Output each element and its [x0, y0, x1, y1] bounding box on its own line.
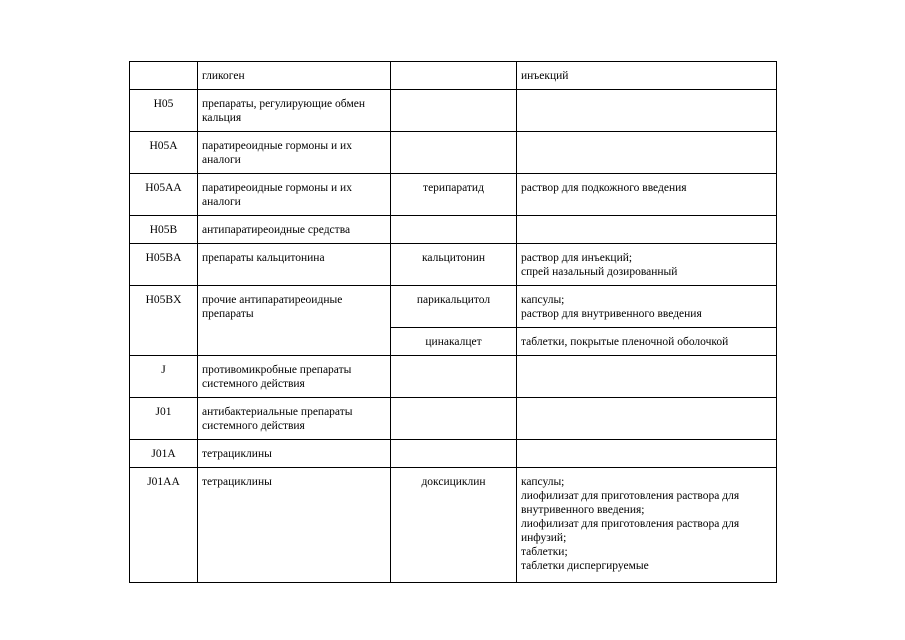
group-name-cell: антипаратиреоидные средства: [198, 216, 391, 244]
atc-code-cell: J01: [130, 398, 198, 440]
dosage-form-cell: [517, 90, 777, 132]
drug-name-cell: доксициклин: [391, 468, 517, 583]
dosage-form-cell: [517, 440, 777, 468]
dosage-form-cell: [517, 398, 777, 440]
dosage-form-cell: капсулы; лиофилизат для приготовления раствора для внутривенного введения; лиофилизат для приготовления раствора для инфузий; таблетки; таблетки диспергируемые: [517, 468, 777, 583]
atc-code-cell: J: [130, 356, 198, 398]
dosage-form-cell: [517, 216, 777, 244]
table-row: [130, 398, 777, 440]
atc-code-cell: H05AA: [130, 174, 198, 216]
drug-name-cell: цинакалцет: [391, 328, 517, 356]
atc-code-cell: H05BA: [130, 244, 198, 286]
drug-classification-table: [129, 61, 777, 583]
dosage-form-cell: раствор для подкожного введения: [517, 174, 777, 216]
drug-name-cell: кальцитонин: [391, 244, 517, 286]
atc-code-cell: H05: [130, 90, 198, 132]
dosage-form-cell: [517, 356, 777, 398]
dosage-form-cell: таблетки, покрытые пленочной оболочкой: [517, 328, 777, 356]
table-row: [130, 468, 777, 583]
dosage-form-cell: раствор для инъекций; спрей назальный дозированный: [517, 244, 777, 286]
dosage-form-cell: капсулы; раствор для внутривенного введения: [517, 286, 777, 328]
drug-name-cell: [391, 90, 517, 132]
table-row: [130, 286, 777, 328]
table-row: [130, 216, 777, 244]
group-name-cell: тетрациклины: [198, 440, 391, 468]
atc-code-cell: H05A: [130, 132, 198, 174]
drug-name-cell: парикальцитол: [391, 286, 517, 328]
table-row: [130, 132, 777, 174]
drug-name-cell: [391, 62, 517, 90]
drug-name-cell: [391, 440, 517, 468]
atc-code-cell: H05B: [130, 216, 198, 244]
atc-code-cell: J01A: [130, 440, 198, 468]
table-row: [130, 174, 777, 216]
dosage-form-cell: инъекций: [517, 62, 777, 90]
group-name-cell: прочие антипаратиреоидные препараты: [198, 286, 391, 356]
group-name-cell: препараты, регулирующие обмен кальция: [198, 90, 391, 132]
group-name-cell: тетрациклины: [198, 468, 391, 583]
atc-code-cell: [130, 62, 198, 90]
drug-name-cell: терипаратид: [391, 174, 517, 216]
atc-code-cell: J01AA: [130, 468, 198, 583]
drug-name-cell: [391, 216, 517, 244]
drug-name-cell: [391, 398, 517, 440]
group-name-cell: препараты кальцитонина: [198, 244, 391, 286]
atc-code-cell: H05BX: [130, 286, 198, 356]
group-name-cell: гликоген: [198, 62, 391, 90]
table-row: [130, 90, 777, 132]
table-row: [130, 62, 777, 90]
dosage-form-cell: [517, 132, 777, 174]
group-name-cell: противомикробные препараты системного действия: [198, 356, 391, 398]
drug-name-cell: [391, 356, 517, 398]
table-row: [130, 356, 777, 398]
group-name-cell: антибактериальные препараты системного действия: [198, 398, 391, 440]
group-name-cell: паратиреоидные гормоны и их аналоги: [198, 132, 391, 174]
table-row: [130, 440, 777, 468]
group-name-cell: паратиреоидные гормоны и их аналоги: [198, 174, 391, 216]
drug-name-cell: [391, 132, 517, 174]
table-row: [130, 244, 777, 286]
